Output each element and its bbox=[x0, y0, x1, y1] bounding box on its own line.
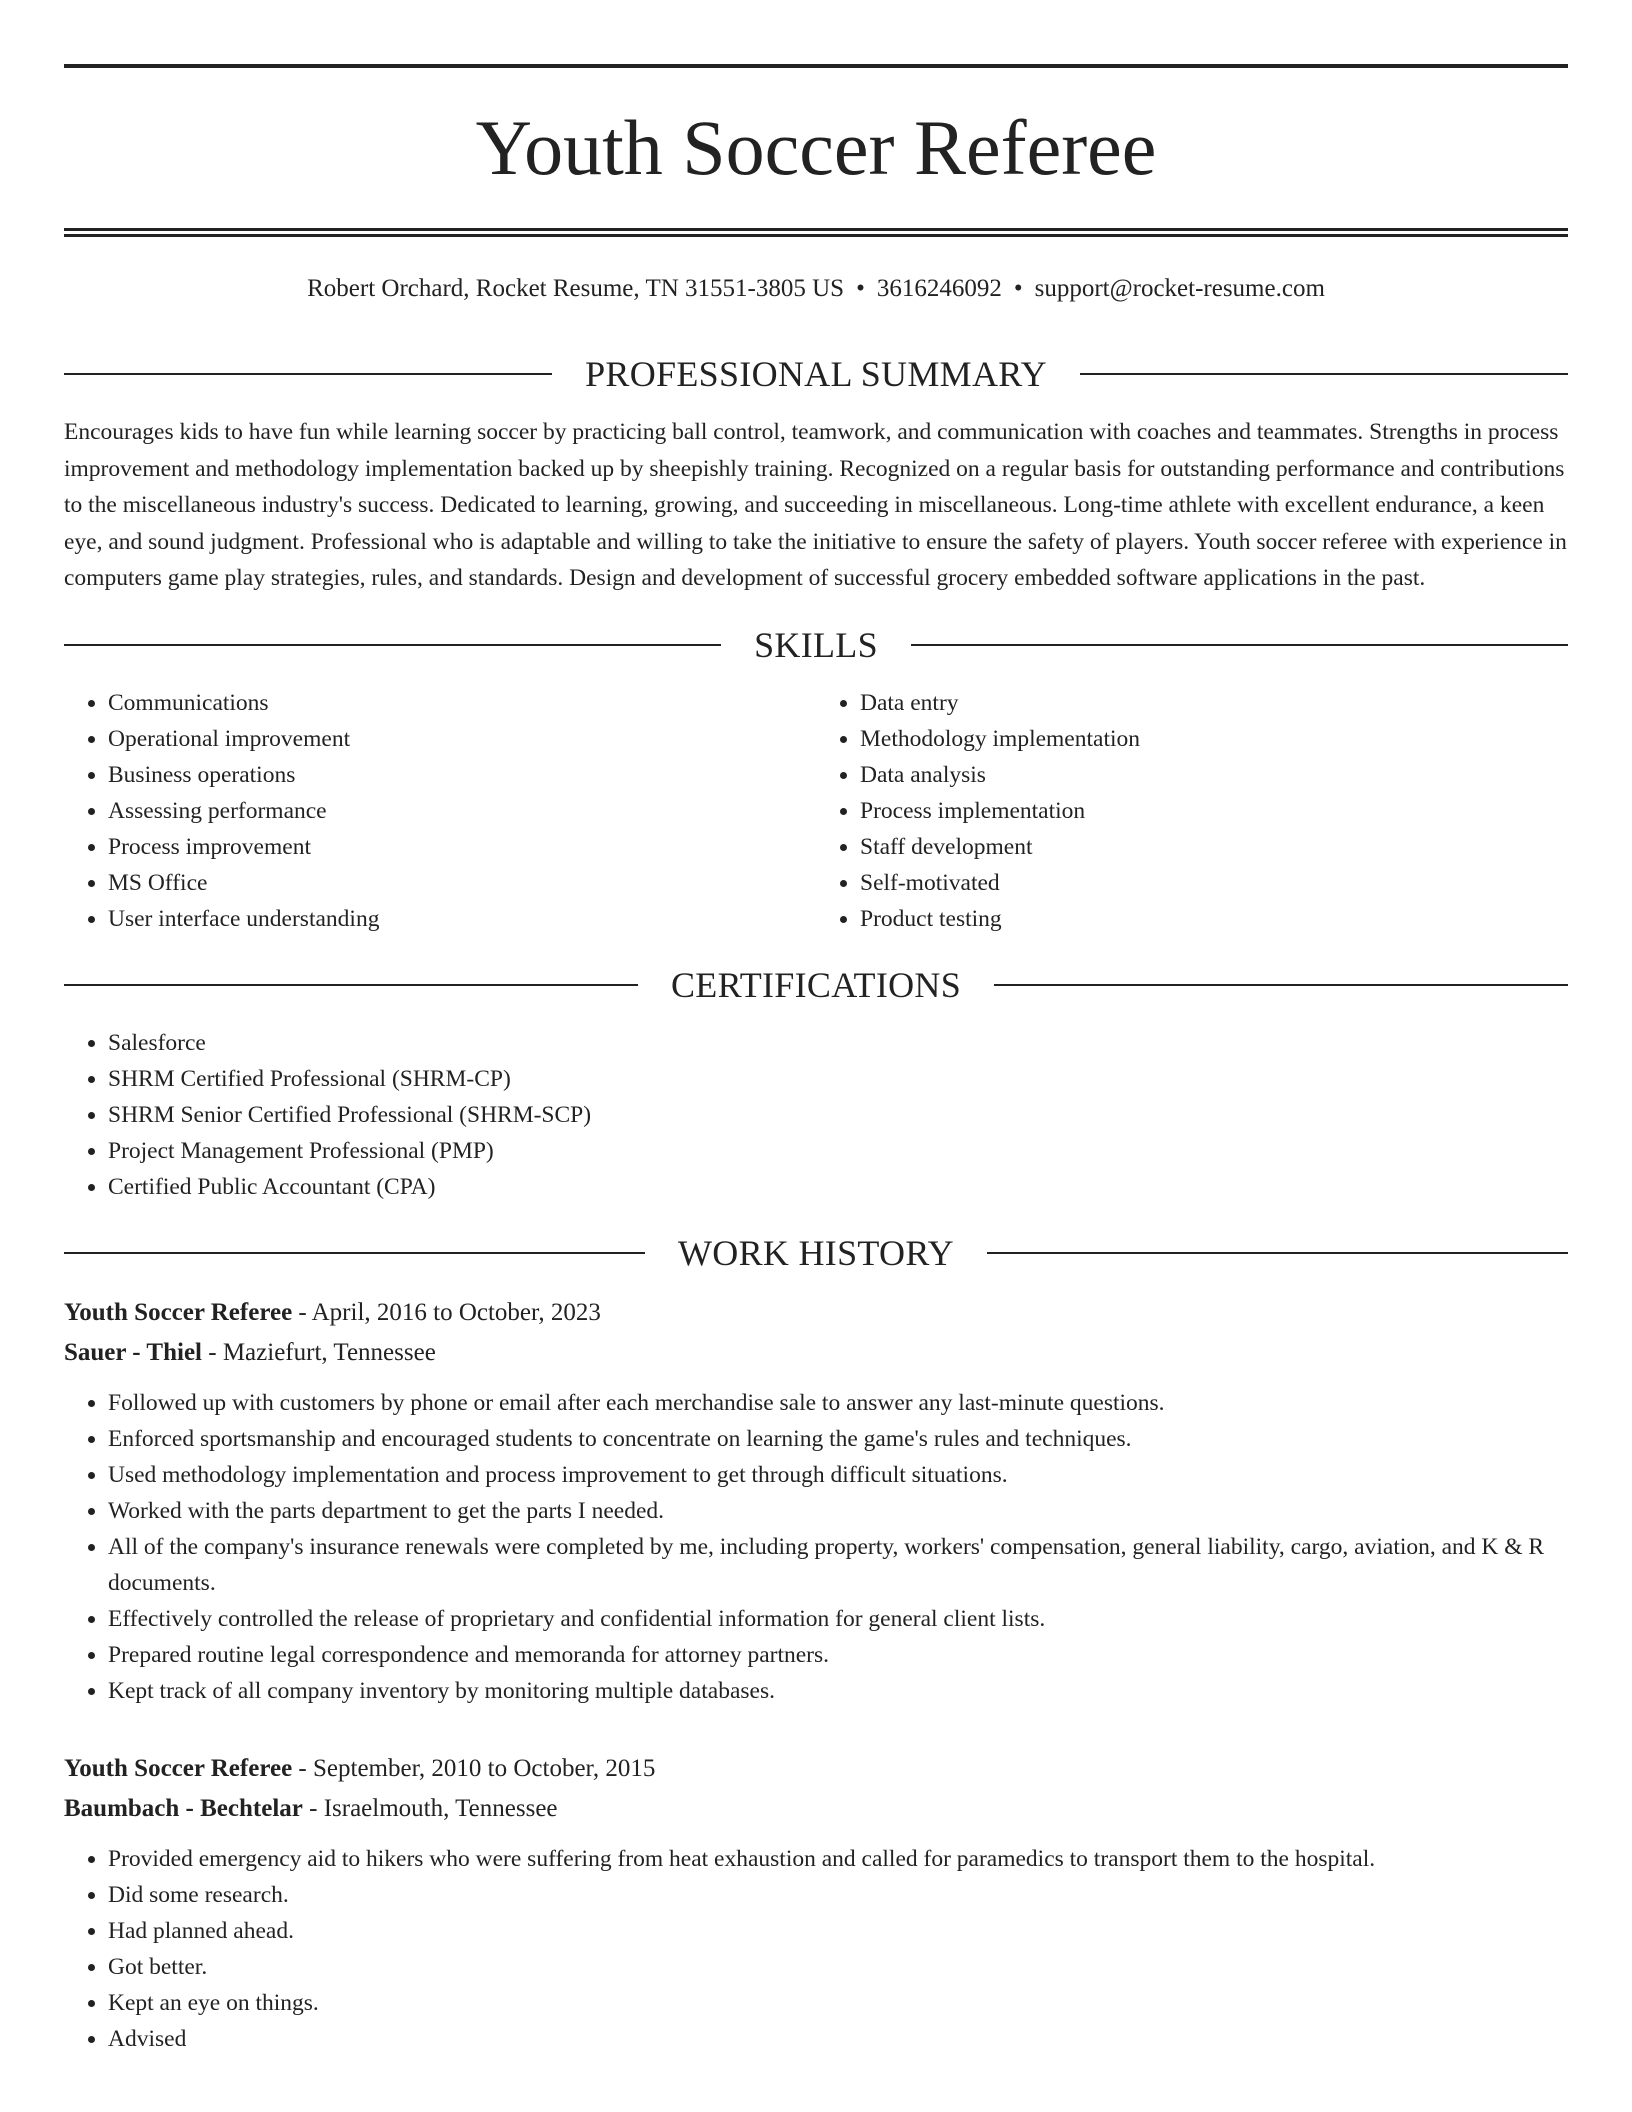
job-company: Baumbach - Bechtelar bbox=[64, 1794, 303, 1822]
skill-item: • User interface understanding bbox=[108, 901, 816, 937]
skill-item: • MS Office bbox=[108, 865, 816, 901]
heading-rule-left bbox=[64, 1252, 645, 1254]
work-history-heading bbox=[64, 1231, 1568, 1275]
skills-list-right bbox=[816, 685, 1568, 937]
contact-phone: 3616246092 bbox=[876, 275, 1002, 302]
skills-heading-label: SKILLS bbox=[754, 624, 878, 665]
contact-email: support@rocket-resume.com bbox=[1034, 275, 1325, 302]
job-bullet: • Used methodology implementation and process improvement to get through difficult situations. bbox=[108, 1457, 1568, 1493]
heading-rule-right bbox=[911, 644, 1568, 646]
certification-item: • Salesforce bbox=[108, 1025, 1568, 1061]
certifications-list bbox=[64, 1025, 1568, 1205]
summary-heading bbox=[64, 352, 1568, 396]
job-bullet: • Kept track of all company inventory by monitoring multiple databases. bbox=[108, 1673, 1568, 1709]
work-history-heading-label: WORK HISTORY bbox=[678, 1232, 954, 1273]
job-company-line bbox=[64, 1333, 1568, 1373]
skills-column-right bbox=[816, 685, 1568, 937]
certifications-heading bbox=[64, 963, 1568, 1007]
job-location: - Israelmouth, Tennessee bbox=[302, 1794, 558, 1822]
job-entry bbox=[64, 1293, 1568, 1709]
job-title-line bbox=[64, 1749, 1568, 1789]
skill-item: • Business operations bbox=[108, 757, 816, 793]
skill-item: • Staff development bbox=[860, 829, 1568, 865]
skill-item: • Assessing performance bbox=[108, 793, 816, 829]
summary-heading-label: PROFESSIONAL SUMMARY bbox=[585, 354, 1047, 394]
job-dates: - April, 2016 to October, 2023 bbox=[292, 1298, 601, 1326]
job-bullet: • All of the company's insurance renewals were completed by me, including property, workers' compensation, general liability, cargo, aviation, and K & R documents. bbox=[108, 1529, 1568, 1601]
certifications-heading-label: CERTIFICATIONS bbox=[670, 964, 962, 1005]
job-bullet: • Had planned ahead. bbox=[108, 1913, 1568, 1949]
contact-address: Robert Orchard, Rocket Resume, TN 31551-3805 US bbox=[307, 275, 845, 302]
contact-separator: • bbox=[856, 275, 865, 302]
job-title: Youth Soccer Referee bbox=[64, 1298, 293, 1326]
contact-separator: • bbox=[1013, 275, 1023, 302]
skill-item: • Data analysis bbox=[860, 757, 1568, 793]
certification-item: • Certified Public Accountant (CPA) bbox=[108, 1169, 1568, 1205]
skill-item: • Product testing bbox=[860, 901, 1568, 937]
job-bullet: • Worked with the parts department to get the parts I needed. bbox=[108, 1493, 1568, 1529]
heading-rule-left bbox=[64, 373, 552, 375]
resume-title: Youth Soccer Referee bbox=[475, 104, 1157, 191]
job-bullet: • Kept an eye on things. bbox=[108, 1985, 1568, 2021]
job-bullets bbox=[64, 1841, 1568, 2057]
job-dates: - September, 2010 to October, 2015 bbox=[292, 1754, 656, 1782]
title-double-rule bbox=[64, 228, 1568, 237]
heading-rule-right bbox=[987, 1252, 1568, 1254]
heading-rule-right bbox=[1080, 373, 1568, 375]
heading-rule-left bbox=[64, 984, 638, 986]
skill-item: • Operational improvement bbox=[108, 721, 816, 757]
top-rule bbox=[64, 64, 1568, 68]
skills-column-left bbox=[64, 685, 816, 937]
skill-item: • Communications bbox=[108, 685, 816, 721]
job-title: Youth Soccer Referee bbox=[64, 1754, 293, 1782]
job-bullet: • Advised bbox=[108, 2021, 1568, 2057]
heading-rule-left bbox=[64, 644, 721, 646]
skill-item: • Data entry bbox=[860, 685, 1568, 721]
job-bullets bbox=[64, 1385, 1568, 1709]
job-company: Sauer - Thiel bbox=[64, 1338, 202, 1366]
contact-line bbox=[64, 272, 1568, 306]
job-company-line bbox=[64, 1789, 1568, 1829]
skill-item: • Methodology implementation bbox=[860, 721, 1568, 757]
certification-item: • SHRM Senior Certified Professional (SHRM-SCP) bbox=[108, 1097, 1568, 1133]
job-bullet: • Enforced sportsmanship and encouraged students to concentrate on learning the game's rules and techniques. bbox=[108, 1421, 1568, 1457]
summary-text: Encourages kids to have fun while learning soccer by practicing ball control, teamwork, and communication with coaches and teammates. Strengths in process improvement and methodology implementation backed up by sheepishly training. Recognized on a regular basis for outstanding performance and contributions to the miscellaneous industry's success. Dedicated to learning, growing, and succeeding in miscellaneous. Long-time athlete with excellent endurance, a keen eye, and sound judgment. Professional who is adaptable and willing to take the initiative to ensure the safety of players. Youth soccer referee with experience in computers game play strategies, rules, and standards. Design and development of successful grocery embedded software applications in the past. bbox=[64, 419, 1567, 591]
resume-page bbox=[64, 64, 1568, 2057]
skills-list-left bbox=[64, 685, 816, 937]
job-bullet: • Prepared routine legal correspondence and memoranda for attorney partners. bbox=[108, 1637, 1568, 1673]
job-bullet: • Effectively controlled the release of proprietary and confidential information for general client lists. bbox=[108, 1601, 1568, 1637]
skills-heading bbox=[64, 623, 1568, 667]
skill-item: • Self-motivated bbox=[860, 865, 1568, 901]
job-location: - Maziefurt, Tennessee bbox=[202, 1338, 436, 1366]
job-bullet: • Followed up with customers by phone or email after each merchandise sale to answer any last-minute questions. bbox=[108, 1385, 1568, 1421]
skills-grid bbox=[64, 685, 1568, 937]
job-bullet: • Got better. bbox=[108, 1949, 1568, 1985]
job-entry bbox=[64, 1749, 1568, 2057]
job-bullet: • Provided emergency aid to hikers who were suffering from heat exhaustion and called for paramedics to transport them to the hospital. bbox=[108, 1841, 1568, 1877]
skill-item: • Process implementation bbox=[860, 793, 1568, 829]
job-bullet: • Did some research. bbox=[108, 1877, 1568, 1913]
certification-item: • Project Management Professional (PMP) bbox=[108, 1133, 1568, 1169]
skill-item: • Process improvement bbox=[108, 829, 816, 865]
certification-item: • SHRM Certified Professional (SHRM-CP) bbox=[108, 1061, 1568, 1097]
job-title-line bbox=[64, 1293, 1568, 1333]
heading-rule-right bbox=[994, 984, 1568, 986]
